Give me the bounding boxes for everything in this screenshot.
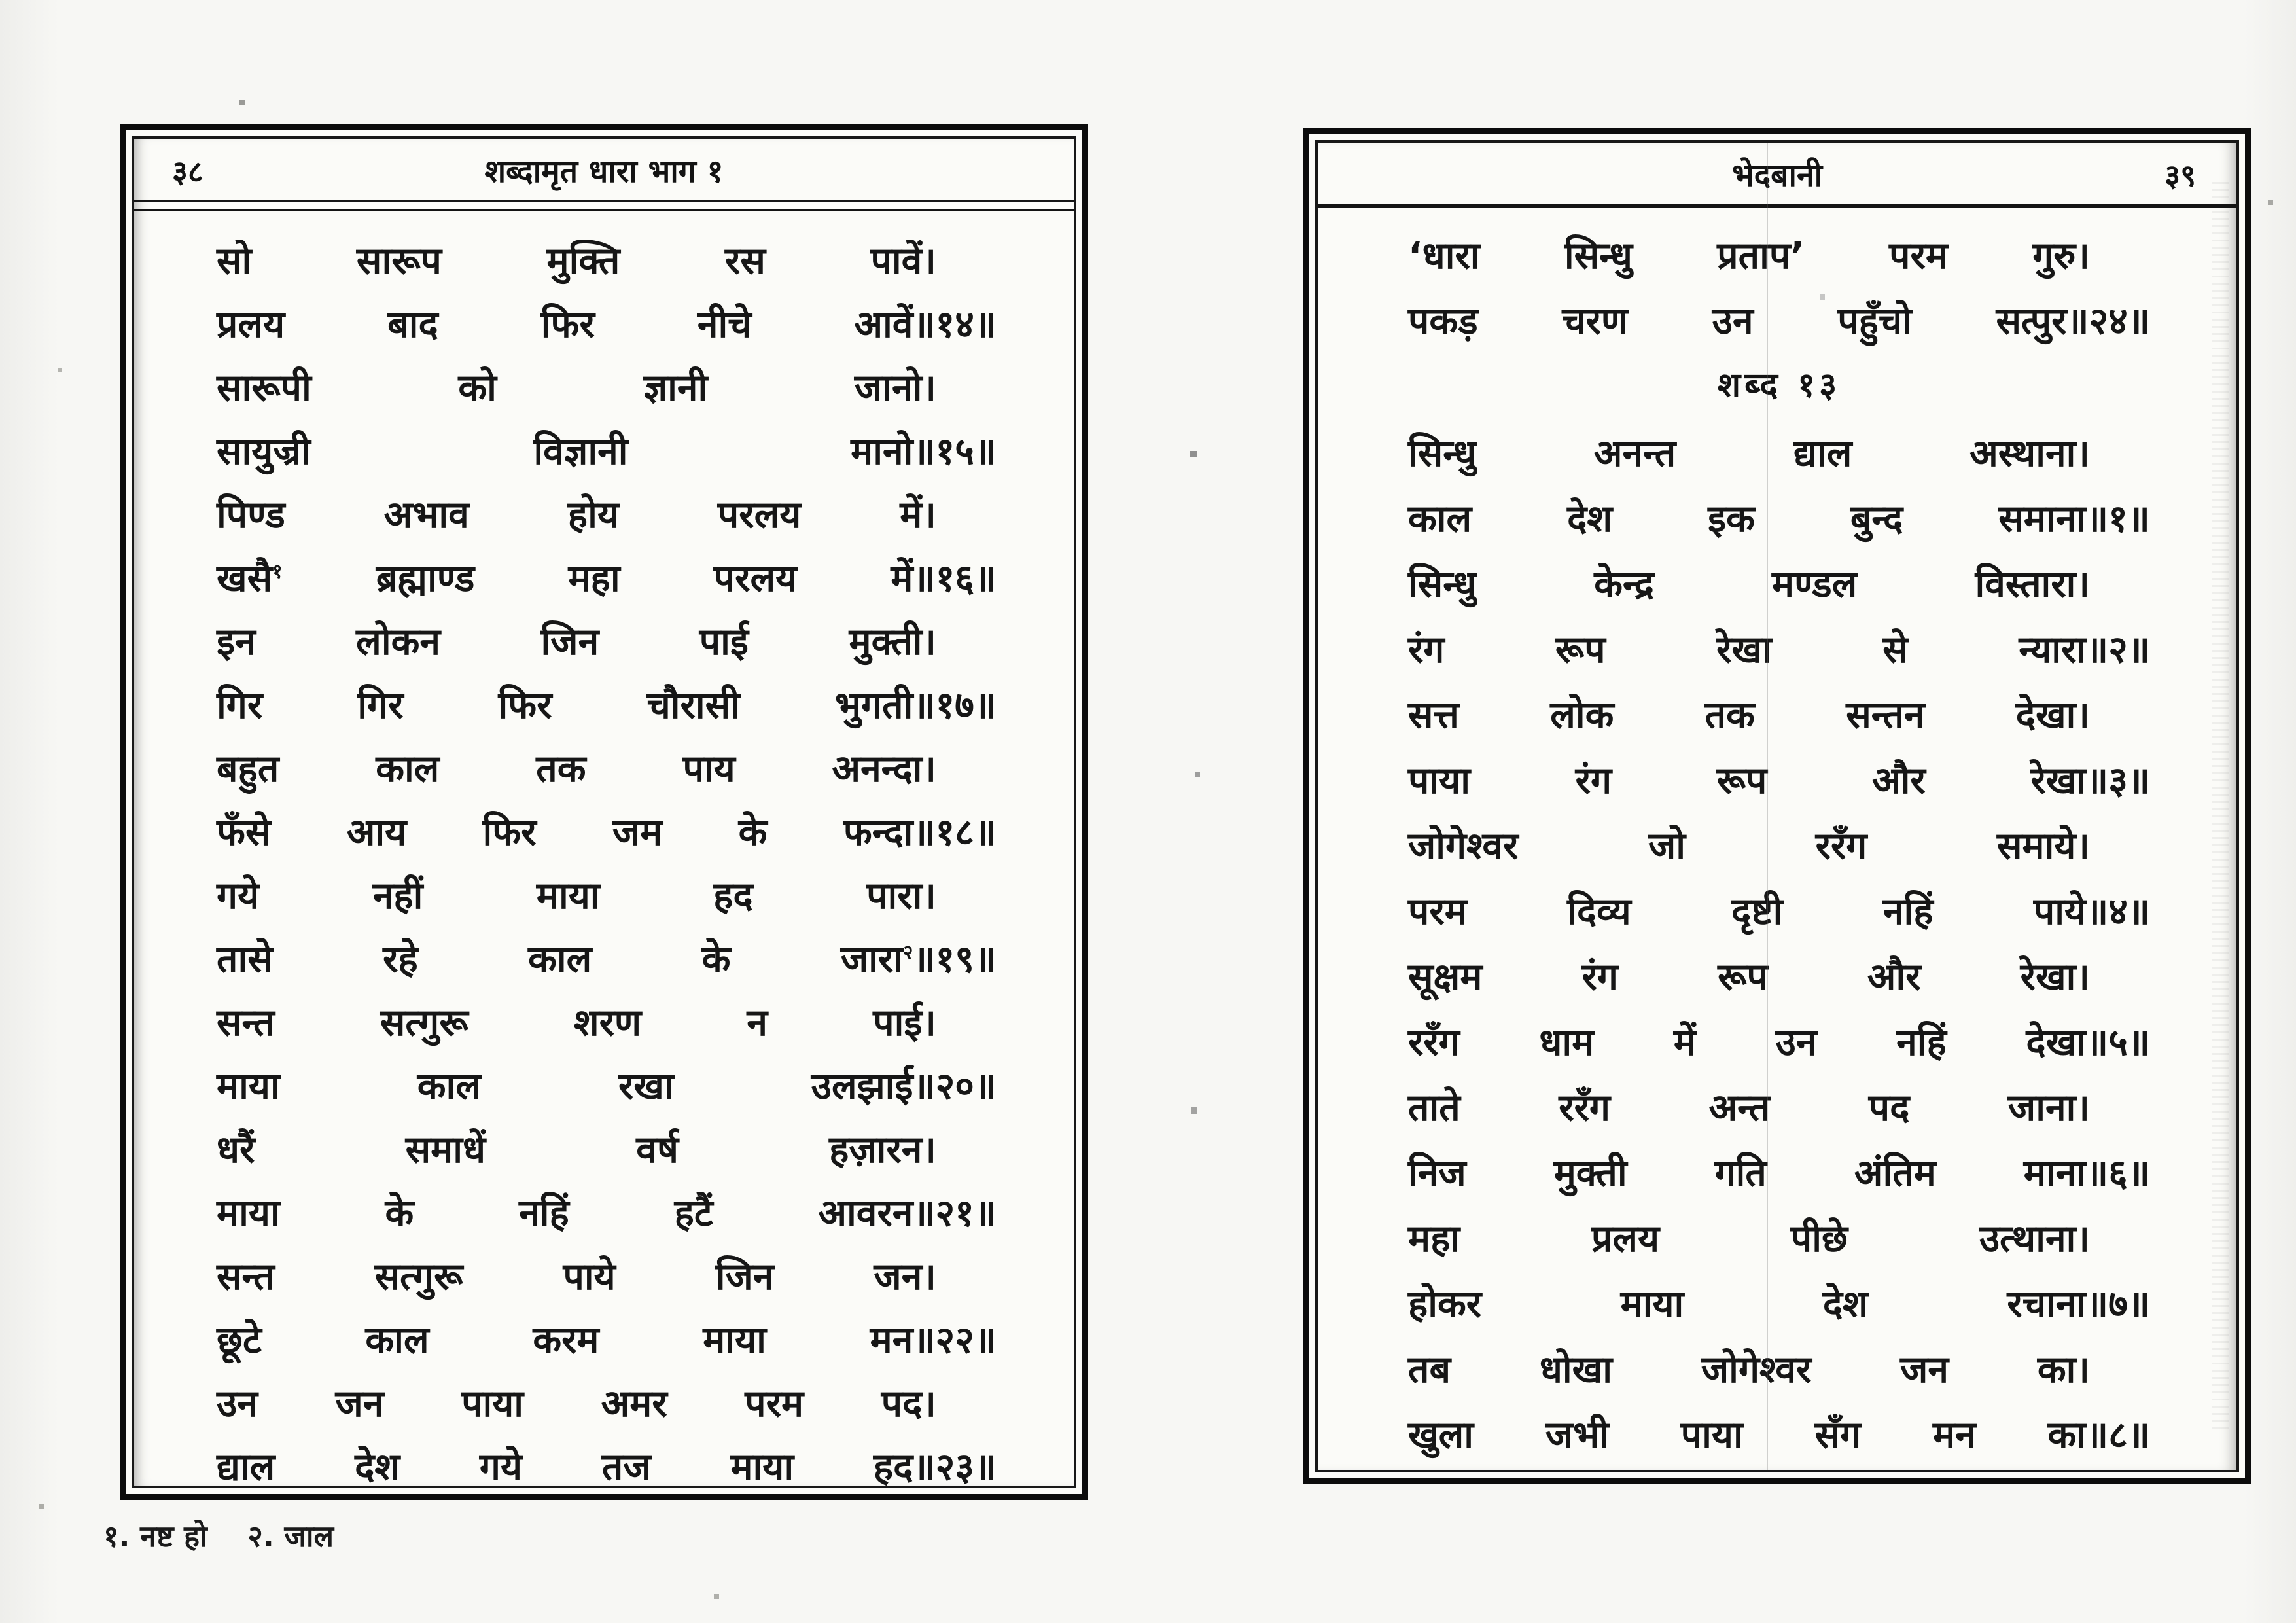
verse-word: देखा॥५॥ — [2026, 1021, 2150, 1064]
verse-word: माया — [217, 1064, 280, 1108]
verse-word: सत्पुर॥२४॥ — [1996, 300, 2150, 343]
scan-speckles — [0, 0, 3, 3]
verse-line — [1408, 550, 2150, 615]
verse-word: मुक्ती — [1553, 1152, 1627, 1195]
verse-word: बुन्द — [1850, 497, 1903, 541]
verse-word: मानो॥१५॥ — [851, 429, 997, 473]
verse-word: सायुज्री — [217, 429, 311, 473]
verse-word: निज — [1408, 1152, 1466, 1195]
verse-word: रूप — [1555, 628, 1606, 671]
verse-word: प्रलय — [1591, 1217, 1660, 1260]
verse-word: केन्द्र — [1594, 563, 1654, 606]
verse-word: उन — [1712, 300, 1754, 343]
verse-word: जारा$^२$॥१९॥ — [840, 937, 997, 981]
verse-word: आवें॥१४॥ — [854, 302, 997, 346]
verse-word: फन्दा॥१८॥ — [843, 810, 997, 854]
verse-word: सारूपी — [217, 366, 311, 410]
verse-line — [1408, 812, 2150, 877]
verse-word: और — [1867, 955, 1921, 999]
verse-word: अनन्त — [1593, 432, 1676, 475]
left-page-title: शब्दामृत धारा भाग १ — [484, 153, 724, 190]
verse-word: बहुत — [217, 747, 279, 791]
footnote-entry-1: १. नष्ट हो — [103, 1519, 207, 1554]
verse-word: नीचे — [697, 302, 752, 346]
verse-word: जभी — [1545, 1414, 1609, 1457]
verse-word: पकड़ — [1408, 300, 1478, 343]
verse-word: ज्ञानी — [643, 366, 708, 410]
verse-word: रेखा॥३॥ — [2030, 759, 2150, 802]
verse-word: हद — [713, 874, 753, 918]
verse-word: रहे — [383, 937, 418, 981]
verse-line — [1408, 1400, 2150, 1466]
verse-word: देश — [1567, 497, 1613, 541]
verse-word: गिर — [357, 683, 404, 727]
verse-word: समाये। — [1996, 825, 2090, 868]
verse-word: न — [747, 1001, 768, 1044]
verse-word: द्याल — [1793, 432, 1852, 475]
verse-word: बाद — [387, 302, 438, 346]
verse-word: सो — [217, 239, 252, 283]
verse-word: मुक्ती। — [849, 620, 936, 664]
section-heading: शब्द १३ — [1717, 366, 1841, 405]
verse-word: गति — [1714, 1152, 1767, 1195]
verse-line — [1408, 1270, 2150, 1335]
verse-word: नहिं — [1882, 890, 1934, 933]
verse-line — [1408, 877, 2150, 942]
verse-word: पद — [1868, 1086, 1910, 1130]
verse-word: जानो। — [854, 366, 936, 410]
shabd-13-verses — [1408, 419, 2150, 1466]
verse-word: पावें। — [870, 239, 936, 283]
verse-line — [217, 291, 997, 354]
verse-word: ‘धारा — [1408, 234, 1480, 277]
verse-word: सारूप — [356, 239, 442, 283]
right-page-header — [1318, 143, 2236, 204]
verse-word: रूप — [1718, 955, 1768, 999]
verse-word: फिर — [482, 810, 537, 854]
verse-word: सिन्धु — [1564, 234, 1633, 277]
verse-word: छूटे — [217, 1318, 262, 1362]
verse-word: का॥८॥ — [2047, 1414, 2150, 1457]
verse-word: सिन्धु — [1408, 432, 1477, 475]
verse-line — [217, 608, 997, 671]
verse-word: गये — [217, 874, 260, 918]
header-rule — [134, 200, 1074, 211]
verse-word: ररँग — [1408, 1021, 1460, 1064]
scan-edge-noise — [2212, 182, 2229, 1431]
verse-word: लोक — [1550, 694, 1614, 737]
verse-word: चौरासी — [646, 683, 740, 727]
verse-line — [1408, 615, 2150, 681]
verse-word: ब्रह्माण्ड — [376, 556, 475, 600]
verse-word: नहिं — [519, 1191, 569, 1235]
verse-word: अमर — [601, 1382, 667, 1425]
verse-word: माया — [536, 874, 600, 918]
verse-word: दिव्य — [1567, 890, 1631, 933]
verse-word: काल — [528, 937, 592, 981]
verse-word: के — [738, 810, 768, 854]
verse-word: का। — [2037, 1348, 2090, 1391]
verse-word: धरैं — [217, 1128, 255, 1171]
verse-line — [1408, 1204, 2150, 1270]
verse-word: नहीं — [372, 874, 423, 918]
verse-line — [217, 1433, 997, 1497]
verse-word: सिन्धु — [1408, 563, 1477, 606]
verse-word: माना॥६॥ — [2023, 1152, 2150, 1195]
verse-line — [1408, 942, 2150, 1008]
verse-word: जन। — [874, 1255, 936, 1298]
verse-word: अस्थाना। — [1969, 432, 2090, 475]
verse-line — [217, 671, 997, 735]
verse-line — [217, 925, 997, 989]
verse-word: माया — [1620, 1283, 1684, 1326]
verse-word: वर्ष — [636, 1128, 679, 1171]
left-page — [120, 124, 1088, 1500]
verse-line — [1408, 419, 2150, 484]
verse-word: जो — [1648, 825, 1686, 868]
verse-word: माया — [217, 1191, 280, 1235]
verse-word: पाये — [563, 1255, 616, 1298]
verse-word: रंग — [1408, 628, 1445, 671]
footnote-marker: १ — [272, 559, 283, 582]
left-page-header — [134, 139, 1074, 200]
verse-word: सत्गुरू — [380, 1001, 468, 1044]
verse-word: उत्थाना। — [1979, 1217, 2090, 1260]
verse-word: तासे — [217, 937, 273, 981]
verse-word: रचाना॥७॥ — [2007, 1283, 2150, 1326]
verse-word: भुगती॥१७॥ — [834, 683, 997, 727]
verse-word: परम — [1408, 890, 1467, 933]
verse-word: ररँग — [1815, 825, 1867, 868]
verse-word: के — [701, 937, 731, 981]
verse-word: रखा — [618, 1064, 674, 1108]
verse-word: पाया — [1680, 1414, 1743, 1457]
verse-word: सत्त — [1408, 694, 1459, 737]
left-page-inner-border — [132, 136, 1076, 1488]
verse-line — [217, 1370, 997, 1433]
verse-line — [217, 1243, 997, 1306]
verse-word: से — [1882, 628, 1908, 671]
verse-word: उन — [217, 1382, 258, 1425]
verse-word: जिन — [540, 620, 599, 664]
verse-word: प्रताप’ — [1717, 234, 1805, 277]
verse-word: दृष्टी — [1731, 890, 1783, 933]
right-page-title: भेदबानी — [1731, 157, 1823, 194]
verse-word: काल — [365, 1318, 429, 1362]
verse-word: पद। — [881, 1382, 936, 1425]
verse-word: रेखा — [1716, 628, 1772, 671]
verse-line — [217, 544, 997, 608]
verse-word: मन॥२२॥ — [870, 1318, 997, 1362]
verse-line — [1408, 1335, 2150, 1400]
verse-word: देखा। — [2015, 694, 2090, 737]
verse-word: अभाव — [383, 493, 469, 537]
verse-word: मण्डल — [1772, 563, 1858, 606]
verse-line — [217, 798, 997, 862]
verse-word: तक — [1704, 694, 1755, 737]
verse-word: तज — [601, 1445, 651, 1489]
verse-word: मन — [1932, 1414, 1976, 1457]
verse-line — [217, 481, 997, 544]
verse-word: में। — [900, 493, 936, 537]
verse-word: सूक्षम — [1408, 955, 1483, 999]
verse-word: काल — [417, 1064, 481, 1108]
verse-word: रंग — [1581, 955, 1619, 999]
verse-word: को — [458, 366, 497, 410]
verse-word: हद॥२३॥ — [873, 1445, 997, 1489]
verse-word: परलय — [713, 556, 798, 600]
verse-word: में — [1673, 1021, 1696, 1064]
verse-line — [217, 735, 997, 798]
verse-word: गुरु। — [2032, 234, 2090, 277]
verse-word: सन्त — [217, 1255, 275, 1298]
verse-word: तक — [536, 747, 586, 791]
verse-line — [1408, 746, 2150, 812]
verse-word: रेखा। — [2020, 955, 2090, 999]
verse-word: जोगेश्वर — [1701, 1348, 1812, 1391]
verse-word: सन्तन — [1846, 694, 1925, 737]
verse-word: पीछे — [1790, 1217, 1848, 1260]
verse-line — [1408, 1073, 2150, 1139]
verse-word: रंग — [1575, 759, 1612, 802]
verse-word: नहिं — [1896, 1021, 1947, 1064]
right-page — [1303, 128, 2251, 1484]
verse-word: जोगेश्वर — [1408, 825, 1519, 868]
verse-word: न्यारा॥२॥ — [2019, 628, 2150, 671]
verse-word: गये — [479, 1445, 523, 1489]
verse-word: गिर — [217, 683, 263, 727]
verse-word: जिन — [715, 1255, 774, 1298]
verse-word: उलझाई॥२०॥ — [811, 1064, 997, 1108]
right-verse-block — [1318, 208, 2236, 1466]
verse-word: महा — [1408, 1217, 1460, 1260]
verse-word: आय — [346, 810, 407, 854]
verse-word: समाना॥१॥ — [1998, 497, 2150, 541]
verse-word: जन — [335, 1382, 384, 1425]
verse-word: प्रलय — [217, 302, 285, 346]
verse-line — [217, 1179, 997, 1243]
verse-line — [217, 1116, 997, 1179]
verse-word: पाया — [461, 1382, 524, 1425]
verse-word: विज्ञानी — [533, 429, 628, 473]
verse-word: रस — [725, 239, 766, 283]
verse-line — [217, 354, 997, 418]
verse-word: के — [385, 1191, 414, 1235]
verse-word: धोखा — [1539, 1348, 1613, 1391]
verse-word: लोकन — [356, 620, 440, 664]
verse-word: उन — [1775, 1021, 1817, 1064]
verse-line — [1408, 484, 2150, 550]
verse-word: महा — [568, 556, 620, 600]
verse-word: में॥१६॥ — [891, 556, 997, 600]
verse-word: हटैं — [674, 1191, 713, 1235]
verse-line — [1408, 1008, 2150, 1073]
verse-word: पाय — [682, 747, 735, 791]
verse-word: पाया — [1408, 759, 1470, 802]
opening-couplet — [1408, 221, 2150, 352]
verse-word: आवरन॥२१॥ — [818, 1191, 997, 1235]
verse-word: माया — [703, 1318, 766, 1362]
verse-line — [217, 227, 997, 291]
left-page-number: ३८ — [172, 154, 203, 189]
verse-word: पाई। — [873, 1001, 936, 1044]
verse-word: माया — [730, 1445, 794, 1489]
verse-word: जम — [612, 810, 663, 854]
verse-word: समाधें — [405, 1128, 486, 1171]
verse-word: फिर — [498, 683, 552, 727]
verse-word: शरण — [573, 1001, 642, 1044]
verse-word: खुला — [1408, 1414, 1474, 1457]
verse-word: होय — [567, 493, 619, 537]
verse-word: अंतिम — [1854, 1152, 1936, 1195]
verse-word: परम — [745, 1382, 804, 1425]
verse-line — [217, 1306, 997, 1370]
verse-word: चरण — [1562, 300, 1629, 343]
verse-word: पिण्ड — [217, 493, 285, 537]
left-verse-block — [134, 211, 1074, 1497]
verse-word: इक — [1708, 497, 1755, 541]
verse-word: पहुँचो — [1837, 300, 1912, 343]
verse-line — [1408, 221, 2150, 287]
verse-word: ताते — [1408, 1086, 1460, 1130]
verse-line — [217, 989, 997, 1052]
footnote-marker: २ — [903, 940, 913, 963]
verse-line — [217, 862, 997, 925]
verse-word: मुक्ति — [546, 239, 620, 283]
verse-word: फँसे — [217, 810, 271, 854]
verse-word: फिर — [540, 302, 595, 346]
verse-word: देश — [355, 1445, 400, 1489]
verse-word: जाना। — [2007, 1086, 2090, 1130]
verse-word: इन — [217, 620, 256, 664]
verse-word: सन्त — [217, 1001, 275, 1044]
verse-line — [217, 1052, 997, 1116]
verse-word: जन — [1900, 1348, 1949, 1391]
verse-word: ररँग — [1559, 1086, 1611, 1130]
verse-word: होकर — [1408, 1283, 1482, 1326]
verse-line — [1408, 287, 2150, 352]
verse-word: खसै$^१$ — [217, 556, 283, 600]
footnote — [103, 1516, 334, 1556]
verse-word: पाई — [699, 620, 749, 664]
verse-word: द्याल — [217, 1445, 275, 1489]
verse-word: धाम — [1539, 1021, 1595, 1064]
verse-word: सँग — [1814, 1414, 1862, 1457]
right-page-number: ३९ — [2164, 158, 2196, 193]
verse-word: परम — [1889, 234, 1948, 277]
verse-line — [1408, 681, 2150, 746]
verse-word: पारा। — [866, 874, 936, 918]
verse-word: अन्त — [1708, 1086, 1771, 1130]
verse-line — [1408, 1139, 2150, 1204]
verse-word: करम — [533, 1318, 599, 1362]
verse-word: देश — [1822, 1283, 1868, 1326]
verse-word: अनन्दा। — [832, 747, 936, 791]
verse-word: रूप — [1716, 759, 1767, 802]
verse-word: और — [1872, 759, 1926, 802]
verse-word: सत्गुरू — [374, 1255, 463, 1298]
right-page-inner-border — [1315, 140, 2239, 1472]
scan-crease-line — [1767, 143, 1768, 1470]
verse-word: तब — [1408, 1348, 1451, 1391]
verse-word: पाये॥४॥ — [2033, 890, 2150, 933]
verse-word: हज़ारन। — [829, 1128, 936, 1171]
verse-word: विस्तारा। — [1975, 563, 2090, 606]
footnote-entry-2: २. जाल — [247, 1519, 334, 1554]
verse-word: परलय — [717, 493, 802, 537]
verse-word: काल — [376, 747, 440, 791]
verse-word: काल — [1408, 497, 1472, 541]
verse-line — [217, 418, 997, 481]
